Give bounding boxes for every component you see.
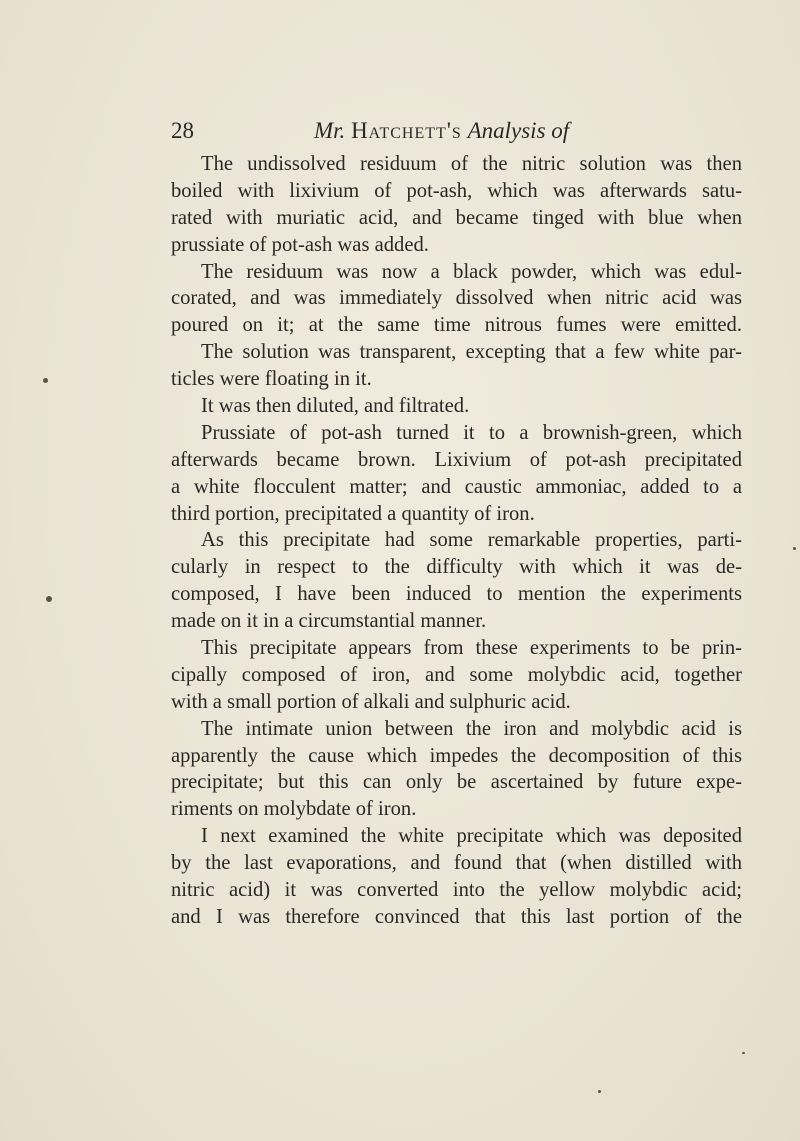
text-line: prussiate of pot-ash was added. — [171, 233, 429, 256]
work-title: Analysis of — [467, 118, 570, 143]
paper-speck — [46, 596, 52, 602]
text-line: This precipitate appears from these experiments to be prin- — [201, 637, 742, 660]
text-line: riments on molybdate of iron. — [171, 798, 417, 821]
text-line: The residuum was now a black powder, which was edul- — [201, 260, 742, 283]
paper-speck — [742, 1052, 745, 1054]
text-line: corated, and was immediately dissolved when nitric acid was — [171, 287, 742, 310]
text-line: by the last evaporations, and found that (when distilled with — [171, 852, 742, 875]
text-line: made on it in a circumstantial manner. — [171, 610, 487, 633]
paper-speck — [598, 1090, 601, 1093]
text-line: The undissolved residuum of the nitric solution was then — [201, 153, 742, 175]
text-line: third portion, precipitated a quantity of iron. — [171, 502, 535, 525]
text-line: cularly in respect to the difficulty with which it was de- — [171, 556, 742, 579]
running-title — [314, 116, 569, 146]
text-line: nitric acid) it was converted into the yellow molybdic acid; — [171, 879, 742, 902]
text-line: It was then diluted, and filtrated. — [201, 395, 470, 418]
text-line: cipally composed of iron, and some molybdic acid, together — [171, 663, 742, 686]
paper-speck — [43, 378, 48, 383]
text-line: The intimate union between the iron and molybdic acid is — [201, 717, 742, 740]
text-line: I next examined the white precipitate which was deposited — [201, 825, 742, 848]
running-header — [171, 116, 631, 146]
text-line: Prussiate of pot-ash turned it to a brownish-green, which — [201, 421, 742, 444]
page-number: 28 — [171, 118, 194, 143]
body-text — [171, 151, 742, 931]
text-line: poured on it; at the same time nitrous fumes were emitted. — [171, 314, 742, 337]
text-line: precipitate; but this can only be ascertained by future expe- — [171, 771, 742, 794]
text-line: and I was therefore convinced that this last portion of the — [171, 905, 742, 928]
text-line: boiled with lixivium of pot-ash, which was afterwards satu- — [171, 179, 742, 202]
text-line: As this precipitate had some remarkable properties, parti- — [201, 529, 742, 552]
text-line: rated with muriatic acid, and became tinged with blue when — [171, 206, 742, 229]
text-line: The solution was transparent, excepting that a few white par- — [201, 341, 742, 364]
text-line: afterwards became brown. Lixivium of pot-ash precipitated — [171, 448, 742, 471]
text-line: ticles were floating in it. — [171, 368, 372, 391]
text-line: composed, I have been induced to mention the experiments — [171, 583, 742, 606]
paper-speck — [793, 547, 796, 550]
author-name: Hatchett's — [351, 118, 462, 143]
author-prefix: Mr. — [314, 118, 346, 143]
text-line: apparently the cause which impedes the decomposition of this — [171, 744, 742, 767]
text-line: with a small portion of alkali and sulphuric acid. — [171, 690, 571, 713]
text-line: a white flocculent matter; and caustic ammoniac, added to a — [171, 475, 742, 498]
